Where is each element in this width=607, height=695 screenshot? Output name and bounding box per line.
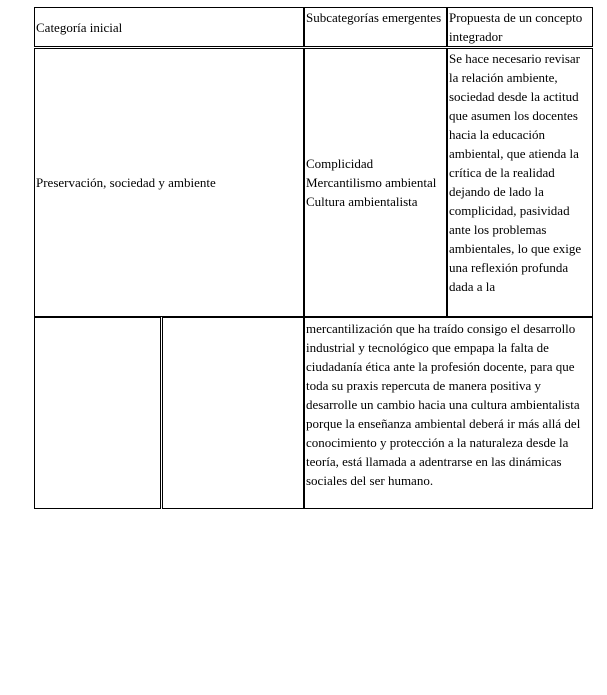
header-text: Subcategorías emergentes: [306, 10, 442, 25]
cell-empty-2: [162, 317, 304, 509]
header-text: Categoría inicial: [36, 19, 123, 35]
header-categoria-inicial: [34, 7, 304, 47]
header-subcategorias: [304, 7, 447, 47]
cell-empty-1: [34, 317, 161, 509]
proposal-text: Se hace necesario revisar la relación ambiente, sociedad desde la actitud que asumen los docentes hacia la educación ambiental, que atienda la crítica de la realidad dejando de lado la complicidad, pasividad ante los problemas ambientales, lo que exige una reflexión profunda dada a la: [449, 51, 582, 294]
cell-proposal-part1: [447, 48, 593, 317]
category-text: Preservación, sociedad y ambiente: [36, 175, 216, 190]
subcategories-text: Complicidad Mercantilismo ambiental Cultura ambientalista: [306, 156, 437, 209]
cell-proposal-part2: [304, 317, 593, 509]
header-propuesta: [447, 7, 593, 47]
cell-subcategories: [304, 48, 447, 317]
cell-category: [34, 48, 304, 317]
header-text: Propuesta de un concepto integrador: [449, 10, 583, 44]
proposal-text: mercantilización que ha traído consigo el desarrollo industrial y tecnológico que empapa la falta de ciudadanía ética ante la profesión docente, para que toda su praxis repercuta de manera positiva y desarrolle un cambio hacia una cultura ambientalista porque la enseñanza ambiental deberá ir más allá del conocimiento y protección a la naturaleza desde la teoría, está llamada a adentrarse en las dinámicas sociales del ser humano.: [306, 321, 581, 488]
